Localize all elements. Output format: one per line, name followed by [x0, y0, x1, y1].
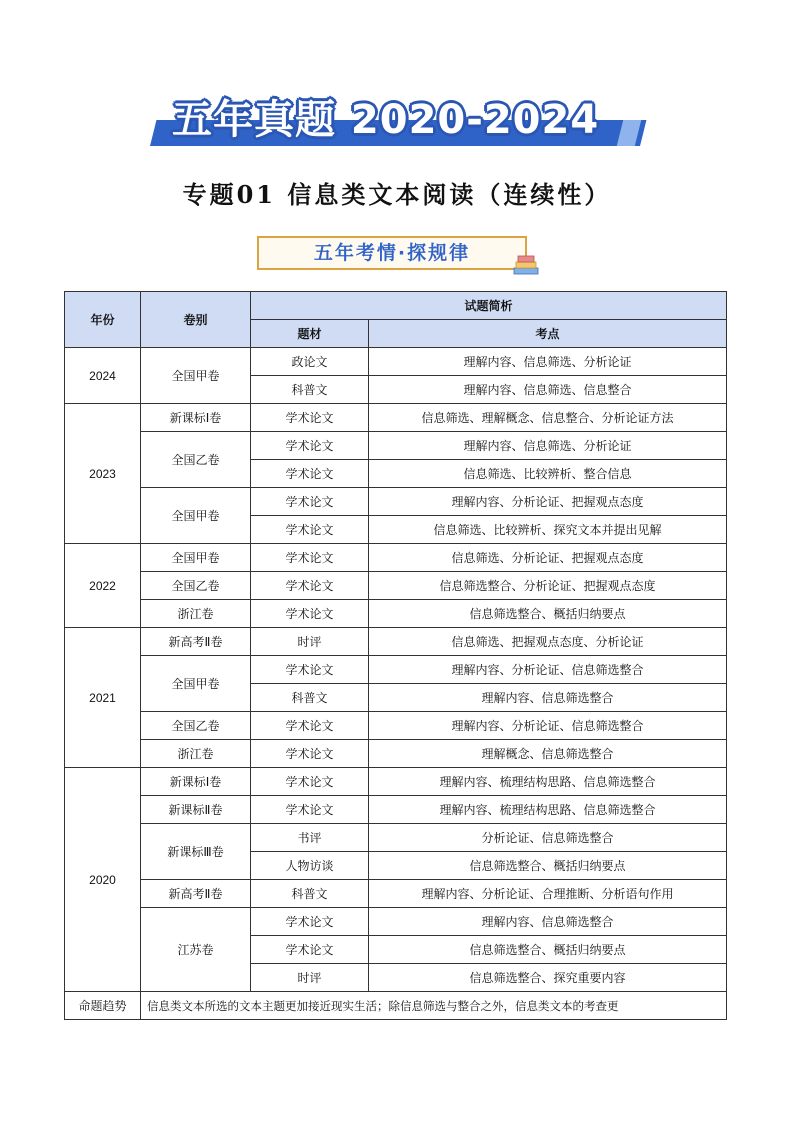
material-cell: 科普文 [251, 880, 369, 908]
table-row [65, 488, 727, 516]
paper-cell: 新课标Ⅰ卷 [141, 404, 251, 432]
paper-cell: 全国乙卷 [141, 572, 251, 600]
header-material: 题材 [251, 320, 369, 348]
material-cell: 学术论文 [251, 768, 369, 796]
paper-cell: 全国乙卷 [141, 712, 251, 740]
paper-cell: 全国乙卷 [141, 432, 251, 488]
points-cell: 理解内容、梳理结构思路、信息筛选整合 [369, 796, 727, 824]
table-row [65, 824, 727, 852]
year-cell: 2021 [65, 628, 141, 768]
books-icon [512, 254, 540, 276]
material-cell: 时评 [251, 628, 369, 656]
table-row [65, 656, 727, 684]
paper-cell: 浙江卷 [141, 600, 251, 628]
paper-cell: 新高考Ⅱ卷 [141, 880, 251, 908]
points-cell: 信息筛选、分析论证、把握观点态度 [369, 544, 727, 572]
paper-cell: 浙江卷 [141, 740, 251, 768]
material-cell: 学术论文 [251, 460, 369, 488]
material-cell: 学术论文 [251, 488, 369, 516]
points-cell: 信息筛选整合、概括归纳要点 [369, 852, 727, 880]
material-cell: 学术论文 [251, 600, 369, 628]
points-cell: 理解内容、信息筛选、信息整合 [369, 376, 727, 404]
paper-cell: 新课标Ⅲ卷 [141, 824, 251, 880]
header-paper: 卷别 [141, 292, 251, 348]
points-cell: 信息筛选、比较辨析、整合信息 [369, 460, 727, 488]
paper-cell: 全国甲卷 [141, 348, 251, 404]
header-points: 考点 [369, 320, 727, 348]
table-row [65, 600, 727, 628]
table-row [65, 908, 727, 936]
table-row [65, 796, 727, 824]
trend-row [65, 992, 727, 1020]
exam-analysis-table [64, 291, 727, 1020]
points-cell: 分析论证、信息筛选整合 [369, 824, 727, 852]
year-cell: 2024 [65, 348, 141, 404]
table-row [65, 740, 727, 768]
points-cell: 信息筛选、比较辨析、探究文本并提出见解 [369, 516, 727, 544]
points-cell: 信息筛选、理解概念、信息整合、分析论证方法 [369, 404, 727, 432]
banner-title: 五年真题 2020-2024 [172, 97, 600, 143]
points-cell: 信息筛选整合、分析论证、把握观点态度 [369, 572, 727, 600]
points-cell: 理解内容、分析论证、信息筛选整合 [369, 656, 727, 684]
points-cell: 理解内容、信息筛选、分析论证 [369, 348, 727, 376]
paper-cell: 新课标Ⅱ卷 [141, 796, 251, 824]
table-body [65, 292, 727, 1020]
page-subtitle: 专题01 信息类文本阅读（连续性） [182, 180, 612, 209]
points-cell: 信息筛选整合、概括归纳要点 [369, 600, 727, 628]
header-year: 年份 [65, 292, 141, 348]
material-cell: 科普文 [251, 684, 369, 712]
points-cell: 理解内容、梳理结构思路、信息筛选整合 [369, 768, 727, 796]
material-cell: 学术论文 [251, 656, 369, 684]
paper-cell: 江苏卷 [141, 908, 251, 992]
trend-label: 命题趋势 [65, 992, 141, 1020]
table-row [65, 768, 727, 796]
points-cell: 信息筛选整合、探究重要内容 [369, 964, 727, 992]
table-row [65, 572, 727, 600]
material-cell: 学术论文 [251, 908, 369, 936]
points-cell: 理解内容、分析论证、合理推断、分析语句作用 [369, 880, 727, 908]
material-cell: 学术论文 [251, 432, 369, 460]
paper-cell: 全国甲卷 [141, 656, 251, 712]
material-cell: 书评 [251, 824, 369, 852]
title-banner [150, 92, 640, 154]
points-cell: 理解概念、信息筛选整合 [369, 740, 727, 768]
material-cell: 人物访谈 [251, 852, 369, 880]
year-cell: 2020 [65, 768, 141, 992]
header-row [65, 292, 727, 320]
points-cell: 信息筛选整合、概括归纳要点 [369, 936, 727, 964]
material-cell: 学术论文 [251, 936, 369, 964]
material-cell: 学术论文 [251, 404, 369, 432]
material-cell: 学术论文 [251, 740, 369, 768]
table-row [65, 432, 727, 460]
points-cell: 理解内容、信息筛选、分析论证 [369, 432, 727, 460]
table-row [65, 628, 727, 656]
table-row [65, 712, 727, 740]
material-cell: 政论文 [251, 348, 369, 376]
section-tag: 五年考情·探规律 [257, 236, 527, 270]
table-row [65, 404, 727, 432]
material-cell: 学术论文 [251, 712, 369, 740]
year-cell: 2022 [65, 544, 141, 628]
material-cell: 学术论文 [251, 796, 369, 824]
points-cell: 理解内容、信息筛选整合 [369, 684, 727, 712]
table-row [65, 880, 727, 908]
header-analysis: 试题简析 [251, 292, 727, 320]
material-cell: 学术论文 [251, 544, 369, 572]
points-cell: 理解内容、分析论证、信息筛选整合 [369, 712, 727, 740]
points-cell: 信息筛选、把握观点态度、分析论证 [369, 628, 727, 656]
trend-text: 信息类文本所选的文本主题更加接近现实生活；除信息筛选与整合之外，信息类文本的考查更 [141, 992, 727, 1020]
points-cell: 理解内容、分析论证、把握观点态度 [369, 488, 727, 516]
table-row [65, 348, 727, 376]
material-cell: 学术论文 [251, 572, 369, 600]
paper-cell: 新高考Ⅱ卷 [141, 628, 251, 656]
material-cell: 学术论文 [251, 516, 369, 544]
material-cell: 时评 [251, 964, 369, 992]
points-cell: 理解内容、信息筛选整合 [369, 908, 727, 936]
material-cell: 科普文 [251, 376, 369, 404]
paper-cell: 新课标Ⅰ卷 [141, 768, 251, 796]
paper-cell: 全国甲卷 [141, 544, 251, 572]
paper-cell: 全国甲卷 [141, 488, 251, 544]
year-cell: 2023 [65, 404, 141, 544]
table-row [65, 544, 727, 572]
